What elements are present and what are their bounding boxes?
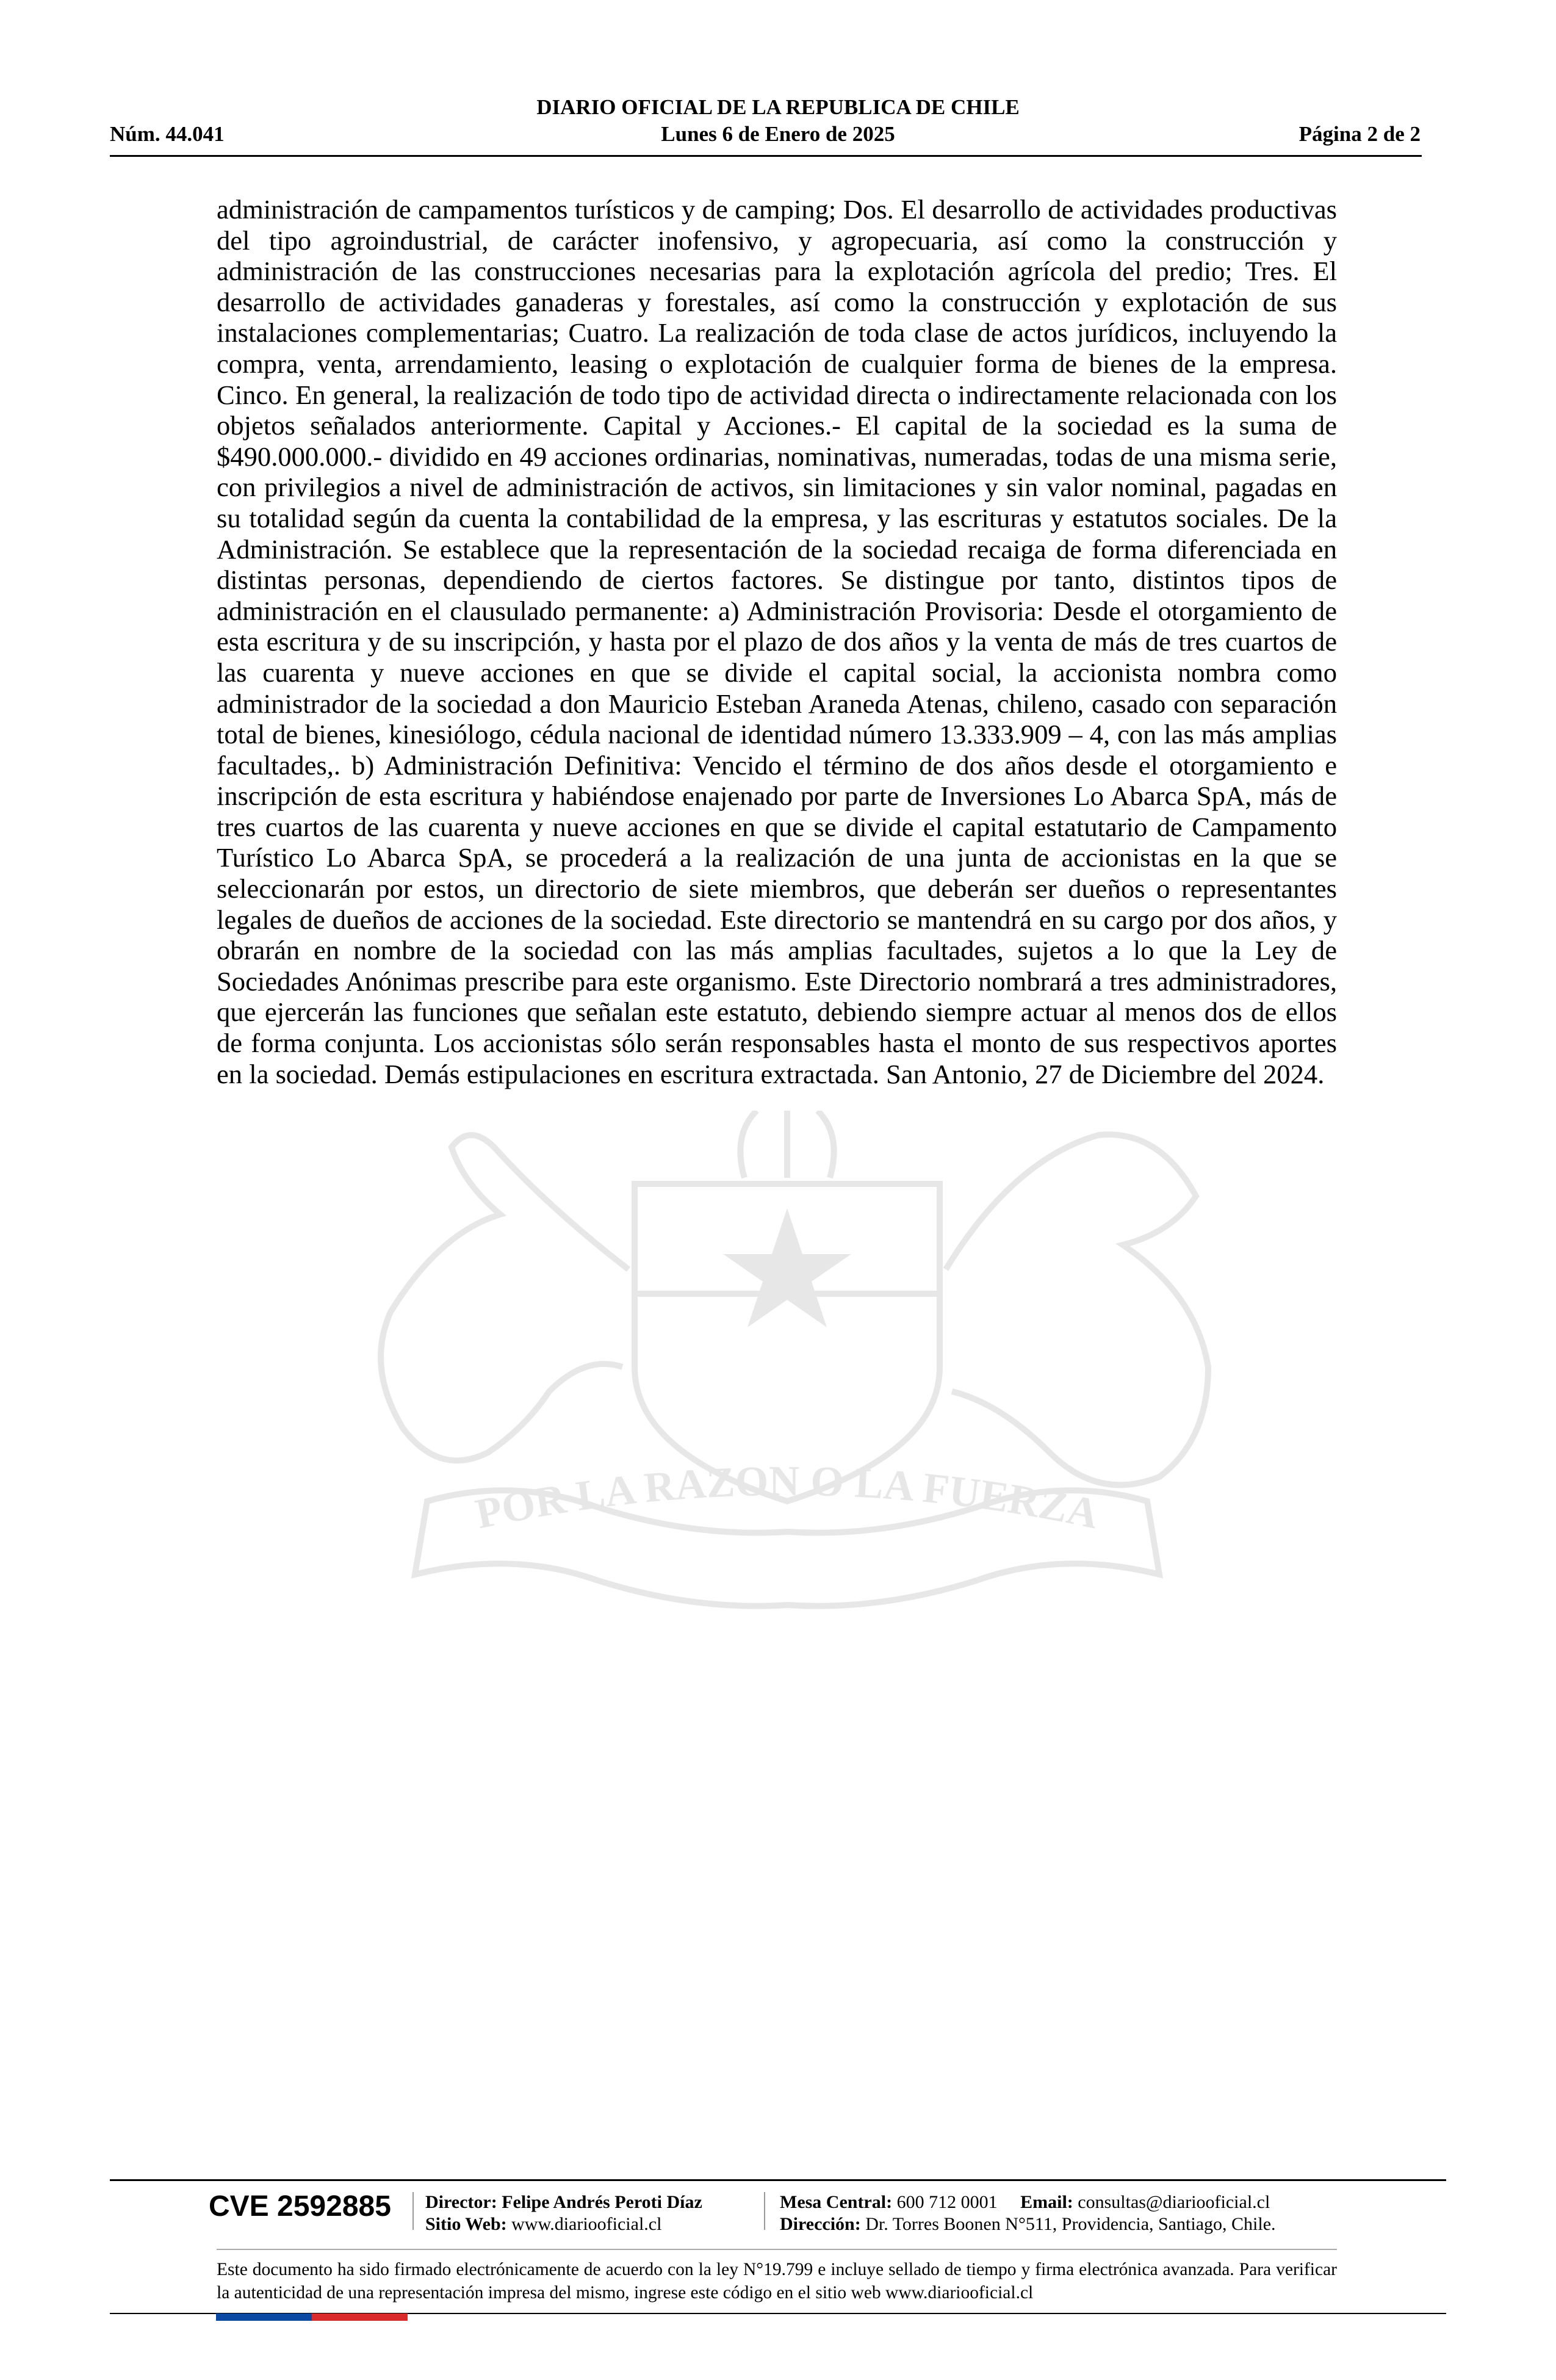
address-label: Dirección: (780, 2214, 861, 2234)
electronic-signature-notice: Este documento ha sido firmado electrónicamente de acuerdo con la ley N°19.799 e incluye sellado de tiempo y firma electrónica avanzada. Para verificar la autenticidad de una representación impresa del mismo, ingrese este código en el sitio web www.diariooficial.cl (217, 2260, 1337, 2302)
footer-contact (780, 2192, 1270, 2213)
footer-director (425, 2192, 702, 2213)
footer-website (425, 2214, 661, 2235)
footer-separator (764, 2192, 765, 2230)
footer-separator (412, 2192, 414, 2230)
address-value: Dr. Torres Boonen N°511, Providencia, Santiago, Chile. (865, 2214, 1276, 2234)
footer-divider-middle (217, 2249, 1337, 2250)
watermark-motto: POR LA RAZON O LA FUERZA (471, 1457, 1103, 1538)
mesa-central-label: Mesa Central: (780, 2192, 893, 2212)
cve-code: CVE 2592885 (209, 2190, 391, 2223)
flag-red-segment (312, 2313, 408, 2321)
footer-divider-top (110, 2179, 1446, 2181)
footer-address (780, 2214, 1276, 2235)
flag-blue-segment (216, 2313, 312, 2321)
website-link[interactable]: www.diariooficial.cl (511, 2214, 662, 2234)
director-name: Felipe Andrés Peroti Díaz (502, 2192, 702, 2212)
issue-date: Lunes 6 de Enero de 2025 (661, 122, 895, 146)
website-label: Sitio Web: (425, 2214, 507, 2234)
issue-number: Núm. 44.041 (110, 122, 225, 146)
svg-text:POR LA RAZON O LA FUERZA (472, 1458, 1103, 1538)
page-indicator: Página 2 de 2 (1298, 122, 1421, 146)
email-label: Email: (1020, 2192, 1073, 2212)
publication-title: DIARIO OFICIAL DE LA REPUBLICA DE CHILE (536, 95, 1020, 119)
document-body-text: administración de campamentos turísticos y de camping; Dos. El desarrollo de actividades productivas del tipo agroindustrial, de carácter inofensivo, y agropecuaria, así como la construcción y administración de las construcciones necesarias para la explotación agrícola del predio; Tres. El desarrollo de actividades ganaderas y forestales, así como la construcción y explotación de sus instalaciones complementarias; Cuatro. La realización de toda clase de actos jurídicos, incluyendo la compra, venta, arrendamiento, leasing o explotación de cualquier forma de bienes de la empresa. Cinco. En general, la realización de todo tipo de actividad directa o indirectamente relacionada con los objetos señalados anteriormente. Capital y Acciones.- El capital de la sociedad es la suma de $490.000.000.- dividido en 49 acciones ordinarias, nominativas, numeradas, todas de una misma serie, con privilegios a nivel de administración de activos, sin limitaciones y sin valor nominal, pagadas en su totalidad según da cuenta la contabilidad de la empresa, y las escrituras y estatutos sociales. De la Administración. Se establece que la representación de la sociedad recaiga de forma diferenciada en distintas personas, dependiendo de ciertos factores. Se distingue por tanto, distintos tipos de administración en el clausulado permanente: a) Administración Provisoria: Desde el otorgamiento de esta escritura y de su inscripción, y hasta por el plazo de dos años y la venta de más de tres cuartos de las cuarenta y nueve acciones en que se divide el capital social, la accionista nombra como administrador de la sociedad a don Mauricio Esteban Araneda Atenas, chileno, casado con separación total de bienes, kinesiólogo, cédula nacional de identidad número 13.333.909 – 4, con las más amplias facultades,. b) Administración Definitiva: Vencido el término de dos años desde el otorgamiento e inscripción de esta escritura y habiéndose enajenado por parte de Inversiones Lo Abarca SpA, más de tres cuartos de las cuarenta y nueve acciones en que se divide el capital estatutario de Campamento Turístico Lo Abarca SpA, se procederá a la realización de una junta de accionistas en la que se seleccionarán por estos, un directorio de siete miembros, que deberán ser dueños o representantes legales de dueños de acciones de la sociedad. Este directorio se mantendrá en su cargo por dos años, y obrarán en nombre de la sociedad con las más amplias facultades, sujetos a lo que la Ley de Sociedades Anónimas prescribe para este organismo. Este Directorio nombrará a tres administradores, que ejercerán las funciones que señalan este estatuto, debiendo siempre actuar al menos dos de ellos de forma conjunta. Los accionistas sólo serán responsables hasta el monto de sus respectivos aportes en la sociedad. Demás estipulaciones en escritura extractada. San Antonio, 27 de Diciembre del 2024. (217, 194, 1337, 1089)
mesa-central-number: 600 712 0001 (896, 2192, 998, 2212)
email-address[interactable]: consultas@diariooficial.cl (1078, 2192, 1270, 2212)
chile-coat-of-arms-icon (207, 1111, 1367, 1721)
header-divider (110, 155, 1422, 157)
flag-color-bar (216, 2313, 408, 2321)
director-label: Director: (425, 2192, 497, 2212)
